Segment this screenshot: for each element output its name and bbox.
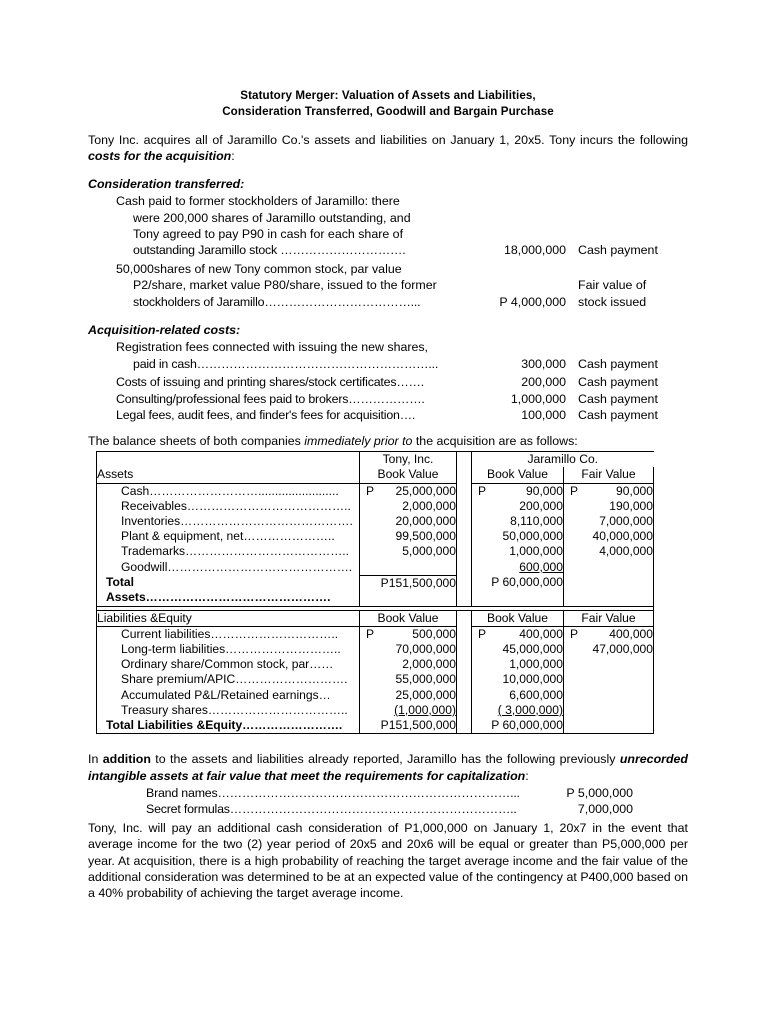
value: 25,000,000 <box>395 483 456 498</box>
header-jar-book-value: Book Value <box>487 467 548 482</box>
value: 200,000 <box>519 498 563 513</box>
item-amount: P 5,000,000 <box>566 786 633 801</box>
addition-text-e: : <box>525 768 529 783</box>
value: 2,000,000 <box>402 657 456 672</box>
value: 1,000,000 <box>509 657 563 672</box>
header-blank <box>97 451 360 467</box>
row-label: Share premium/APIC………………………. <box>97 672 360 687</box>
item-line-text: Tony agreed to pay P90 in cash for each share of <box>133 227 404 242</box>
item-line-text: Cash paid to former stockholders of Jaramillo: there <box>116 194 400 209</box>
row-jar-book-value <box>472 688 564 703</box>
row-label: Cash………………………........................ <box>97 483 360 499</box>
row-tony-value <box>360 642 457 657</box>
addition-text-emphasis: unrecorded intangible assets at fair value that meet the requirements for capitalization <box>88 752 688 783</box>
row-tony-value <box>360 544 457 559</box>
value: 55,000,000 <box>395 672 456 687</box>
row-label: Total Liabilities &Equity……………………. <box>97 718 360 734</box>
value: 600,000 <box>519 559 563 574</box>
row-label: Long-term liabilities……………………….. <box>97 642 360 657</box>
acq-cost-registration <box>88 339 688 372</box>
header-gap <box>457 610 472 626</box>
row-gap <box>457 718 472 734</box>
row-gap <box>457 499 472 514</box>
acq-cost-legal <box>88 407 688 423</box>
header-gap <box>457 451 472 467</box>
balance-sheet-table-wrapper <box>96 451 653 734</box>
row-gap <box>457 688 472 703</box>
header-jaramillo: Jaramillo Co. <box>472 451 654 467</box>
item-amount: 1,000,000 <box>510 391 566 406</box>
table-row <box>97 514 654 529</box>
item-note: Cash payment <box>578 391 658 406</box>
item-note: Cash payment <box>578 356 658 371</box>
row-jar-book-value <box>472 499 564 514</box>
header-jar-fair-value: Fair Value <box>564 467 654 483</box>
row-label: Goodwill………………………………………. <box>97 560 360 576</box>
value: P151,500,000 <box>380 718 456 733</box>
currency-symbol: P <box>478 626 487 641</box>
value: P 60,000,000 <box>491 718 563 733</box>
table-row <box>97 529 654 544</box>
intangible-brand-names <box>88 785 688 801</box>
value: 20,000,000 <box>395 514 456 529</box>
row-tony-value <box>360 529 457 544</box>
table-row <box>97 672 654 687</box>
value: 25,000,000 <box>395 687 456 702</box>
value: 400,000 <box>609 626 654 641</box>
row-gap <box>457 657 472 672</box>
contingency-paragraph: Tony, Inc. will pay an additional cash consideration of P1,000,000 on January 1, 20x7 in the event that average income for the two (2) year period of 20x5 and 20x6 will be equal or greater than P5,000,000 per year. At acquisition, there is a high probability of reaching the target average income and the fair value of the additional consideration was determined to be at an expected value of the contingency at P400,000 based on a 40% probability of achieving the target average income. <box>88 820 688 901</box>
item-line <box>88 210 688 226</box>
row-gap <box>457 560 472 576</box>
row-gap <box>457 544 472 559</box>
item-line <box>88 226 688 242</box>
acquisition-costs-heading: Acquisition-related costs: <box>88 323 241 338</box>
item-line-text: Costs of issuing and printing shares/stock certificates……. <box>116 375 424 390</box>
value: 90,000 <box>616 483 654 498</box>
row-jar-fair-value <box>564 688 654 703</box>
item-line <box>88 261 688 277</box>
value: P 60,000,000 <box>491 575 563 590</box>
currency-symbol: P <box>478 483 487 498</box>
row-jar-book-value <box>472 703 564 718</box>
row-label: Plant & equipment, net………………….. <box>97 529 360 544</box>
table-row <box>97 483 654 499</box>
intangible-secret-formulas <box>88 801 688 817</box>
item-line-text: Secret formulas…………………………………………………………….. <box>146 802 517 817</box>
row-jar-book-value <box>472 657 564 672</box>
intro-text-italic: immediately prior to <box>304 433 413 448</box>
table-header-companies <box>97 451 654 467</box>
intro-text-c: : <box>231 149 235 164</box>
value: 47,000,000 <box>592 642 654 657</box>
value: ( 3,000,000) <box>497 702 563 717</box>
table-row <box>97 657 654 672</box>
value: 1,000,000 <box>509 544 563 559</box>
item-note: Cash payment <box>578 375 658 390</box>
consideration-item-stock <box>88 261 688 310</box>
item-note: Fair value of <box>578 278 647 293</box>
table-row <box>97 544 654 559</box>
value: P151,500,000 <box>380 575 456 590</box>
row-gap <box>457 514 472 529</box>
value: 190,000 <box>609 498 654 513</box>
intro-text-a: Tony Inc. acquires all of Jaramillo Co.'s assets and liabilities on January 1, 20x5. Tony incurs the following <box>88 133 688 147</box>
row-gap <box>457 672 472 687</box>
item-amount: 7,000,000 <box>577 802 633 817</box>
table-row <box>97 703 654 718</box>
row-label: Receivables………………………………….. <box>97 499 360 514</box>
value: 99,500,000 <box>395 529 456 544</box>
table-row <box>97 560 654 576</box>
value: 10,000,000 <box>502 672 563 687</box>
addition-text-bold: addition <box>102 752 151 767</box>
item-line-text: paid in cash…………………………………………………... <box>133 356 439 371</box>
row-jar-fair-value <box>564 657 654 672</box>
consideration-heading: Consideration transferred: <box>88 176 245 191</box>
item-line-text: outstanding Jaramillo stock …………………………. <box>133 243 406 258</box>
row-tony-value <box>360 499 457 514</box>
item-line <box>88 339 688 355</box>
row-jar-book-value <box>472 483 564 499</box>
row-tony-total <box>360 575 457 606</box>
row-jar-book-value <box>472 529 564 544</box>
row-jar-book-value <box>472 544 564 559</box>
row-label: Total Assets………………………………………. <box>97 575 360 606</box>
value: 45,000,000 <box>502 642 563 657</box>
item-line-text: stockholders of Jaramillo………………………………... <box>133 294 421 309</box>
header-tony-book-value: Book Value <box>360 610 457 626</box>
intro-paragraph <box>88 132 688 165</box>
item-line-with-amount <box>88 242 688 258</box>
row-tony-value <box>360 703 457 718</box>
row-tony-value <box>360 514 457 529</box>
row-jar-fair-value <box>564 529 654 544</box>
currency-symbol: P <box>570 483 579 498</box>
row-label: Ordinary share/Common stock, par…… <box>97 657 360 672</box>
item-amount: 18,000,000 <box>503 243 566 258</box>
row-jar-book-value <box>472 642 564 657</box>
acq-cost-issuing <box>88 374 688 390</box>
addition-text-a: In <box>88 752 103 767</box>
value: 4,000,000 <box>599 544 654 559</box>
item-line-with-amount <box>88 356 688 372</box>
value: 400,000 <box>519 626 563 641</box>
currency-symbol: P <box>366 626 375 641</box>
header-gap <box>457 467 472 483</box>
row-gap <box>457 626 472 642</box>
row-jar-book-value <box>472 626 564 642</box>
row-jar-fair-value <box>564 514 654 529</box>
row-jar-fair-value <box>564 483 654 499</box>
balance-sheet-intro <box>88 433 688 449</box>
consideration-item-cash <box>88 193 688 259</box>
header-tony-book-value: Book Value <box>360 467 457 483</box>
table-row <box>97 688 654 703</box>
row-gap <box>457 703 472 718</box>
row-tony-value <box>360 688 457 703</box>
document-content <box>88 88 688 913</box>
item-line-with-amount <box>88 294 688 310</box>
item-line-text: 50,000shares of new Tony common stock, par value <box>116 261 402 276</box>
value: 40,000,000 <box>592 529 654 544</box>
currency-symbol: P <box>570 626 579 641</box>
item-amount: P 4,000,000 <box>499 294 566 309</box>
row-jar-fair-value <box>564 642 654 657</box>
item-line-text: were 200,000 shares of Jaramillo outstanding, and <box>133 210 411 225</box>
addition-paragraph <box>88 751 688 784</box>
table-header-valuecols <box>97 467 654 483</box>
value: 2,000,000 <box>402 498 456 513</box>
row-jar-fair-value <box>564 626 654 642</box>
row-gap <box>457 575 472 606</box>
page-title <box>88 88 688 119</box>
balance-sheet-table <box>96 451 654 734</box>
value: 50,000,000 <box>502 529 563 544</box>
row-label: Accumulated P&L/Retained earnings… <box>97 688 360 703</box>
header-liabilities-equity: Liabilities &Equity <box>97 610 360 626</box>
table-row <box>97 626 654 642</box>
row-gap <box>457 483 472 499</box>
row-tony-value <box>360 657 457 672</box>
table-row-total-assets <box>97 575 654 606</box>
item-note: Cash payment <box>578 243 658 258</box>
table-row <box>97 642 654 657</box>
item-amount: 200,000 <box>521 375 566 390</box>
item-line <box>88 193 688 209</box>
row-label: Current liabilities………………………….. <box>97 626 360 642</box>
item-amount: 100,000 <box>521 408 566 423</box>
intro-text-c: the acquisition are as follows: <box>412 433 578 448</box>
row-tony-total <box>360 718 457 734</box>
value: 70,000,000 <box>395 642 456 657</box>
item-line-text: Brand names………………………………………………………………... <box>146 786 520 801</box>
row-tony-value <box>360 560 457 576</box>
row-label: Inventories……………………………………. <box>97 514 360 529</box>
row-jar-fair-value <box>564 672 654 687</box>
row-jar-fv-total <box>564 575 654 606</box>
item-line-text: Registration fees connected with issuing the new shares, <box>116 340 429 355</box>
header-tony: Tony, Inc. <box>360 451 457 467</box>
item-line-text: Consulting/professional fees paid to brokers………………. <box>116 391 425 406</box>
header-assets: Assets <box>97 467 360 483</box>
title-line-2: Consideration Transferred, Goodwill and Bargain Purchase <box>222 104 554 118</box>
header-jar-book-value: Book Value <box>487 610 548 625</box>
row-label: Treasury shares…………………………….. <box>97 703 360 718</box>
row-jar-fv-total <box>564 718 654 734</box>
item-line-text: Legal fees, audit fees, and finder's fees for acquisition…. <box>116 408 416 423</box>
intro-text-emphasis: costs for the acquisition <box>88 149 232 164</box>
row-jar-fair-value <box>564 499 654 514</box>
addition-text-c: to the assets and liabilities already reported, Jaramillo has the following previously <box>150 752 620 767</box>
value: (1,000,000) <box>394 702 456 717</box>
value: 5,000,000 <box>402 544 456 559</box>
header-jar-fair-value: Fair Value <box>564 610 654 626</box>
row-jar-total <box>472 718 564 734</box>
row-gap <box>457 642 472 657</box>
intro-text-a: The balance sheets of both companies <box>88 433 305 448</box>
item-note-second: stock issued <box>578 294 647 309</box>
item-amount: 300,000 <box>521 356 566 371</box>
row-label: Trademarks………………………………….. <box>97 544 360 559</box>
row-jar-book-value <box>472 672 564 687</box>
value: 8,110,000 <box>510 514 563 529</box>
value: 500,000 <box>412 626 456 641</box>
table-header-liabilities <box>97 610 654 626</box>
table-row-total-liabilities <box>97 718 654 734</box>
row-jar-book-value <box>472 514 564 529</box>
row-jar-fair-value <box>564 544 654 559</box>
item-line-text: P2/share, market value P80/share, issued to the former <box>133 278 437 293</box>
row-jar-fair-value <box>564 703 654 718</box>
item-line <box>88 277 688 293</box>
row-tony-value <box>360 672 457 687</box>
value: 7,000,000 <box>599 514 654 529</box>
currency-symbol: P <box>366 483 375 498</box>
row-gap <box>457 529 472 544</box>
acq-cost-consulting <box>88 391 688 407</box>
title-line-1: Statutory Merger: Valuation of Assets and Liabilities, <box>240 89 536 102</box>
row-tony-value <box>360 483 457 499</box>
row-tony-value <box>360 626 457 642</box>
table-row <box>97 499 654 514</box>
row-jar-fair-value <box>564 560 654 576</box>
row-jar-book-value <box>472 560 564 576</box>
row-jar-total <box>472 575 564 606</box>
item-note: Cash payment <box>578 408 658 423</box>
value: 90,000 <box>526 483 563 498</box>
value: 6,600,000 <box>509 687 563 702</box>
